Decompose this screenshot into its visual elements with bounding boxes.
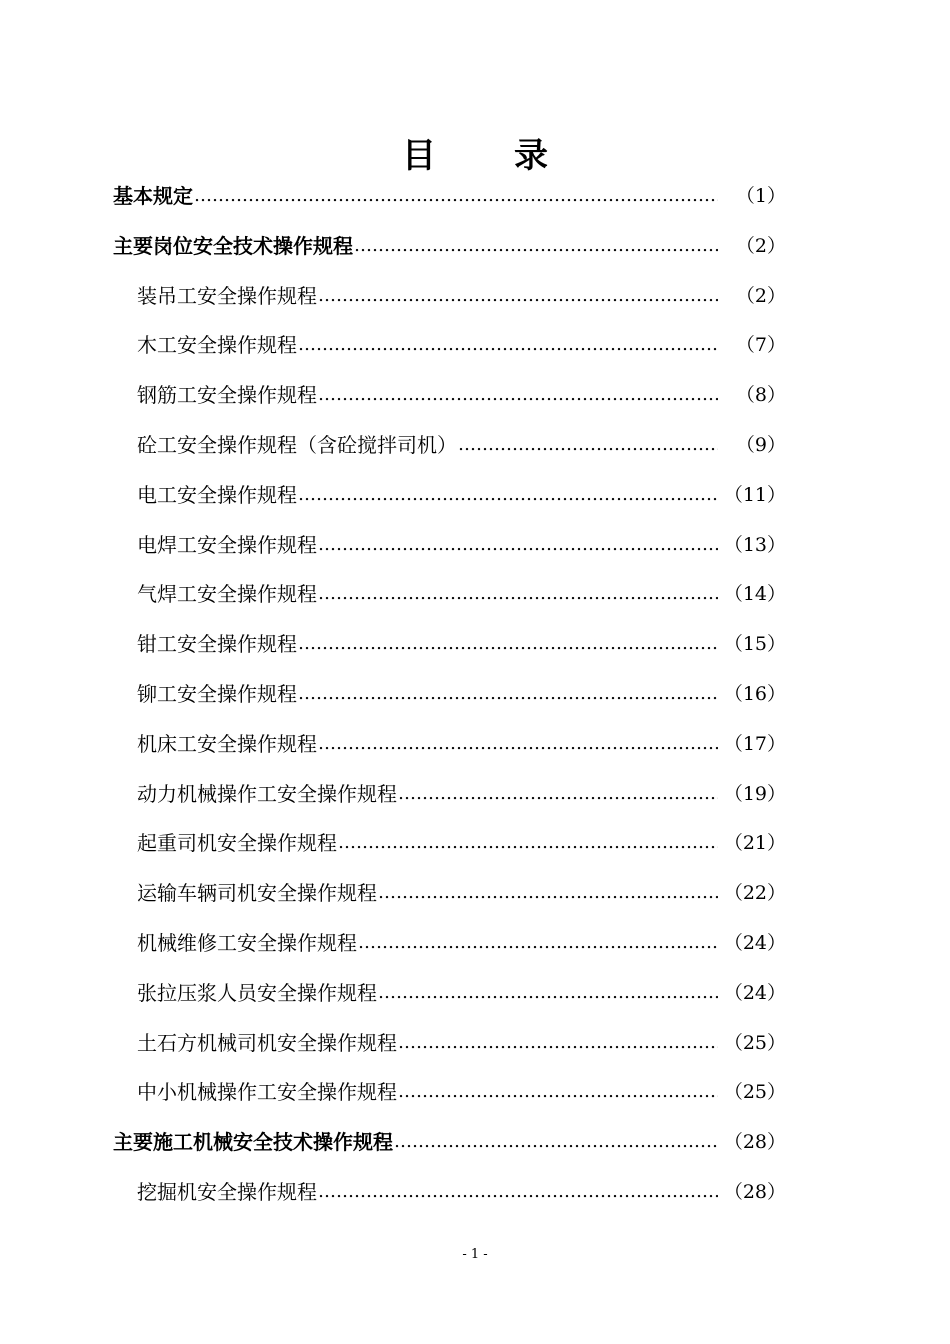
toc-entry-page: （2）	[735, 284, 786, 307]
toc-entry[interactable]	[0, 720, 950, 768]
toc-entry-page: （11）	[723, 483, 786, 506]
toc-entry[interactable]	[0, 371, 950, 419]
toc-entry-page: （7）	[735, 334, 786, 357]
toc-dot-leader	[378, 869, 718, 917]
toc-entry[interactable]	[0, 670, 950, 718]
toc-dot-leader	[394, 1118, 718, 1166]
toc-entry[interactable]	[0, 521, 950, 569]
toc-entry-page: （9）	[735, 434, 786, 456]
toc-entry-page: （13）	[723, 533, 786, 556]
toc-entry-label: 中小机械操作工安全操作规程	[137, 1080, 397, 1105]
toc-entry-page: （16）	[723, 683, 786, 705]
toc-dot-leader	[318, 272, 718, 320]
toc-dot-leader	[298, 321, 718, 369]
toc-dot-leader	[318, 720, 718, 768]
toc-dot-leader	[338, 819, 718, 867]
toc-entry[interactable]	[0, 272, 950, 320]
toc-entry[interactable]	[0, 172, 950, 220]
toc-entry-label: 电焊工安全操作规程	[137, 532, 317, 557]
toc-entry-page: （1）	[735, 185, 786, 207]
toc-dot-leader	[358, 919, 718, 967]
toc-entry-label: 钢筋工安全操作规程	[137, 383, 317, 408]
toc-entry[interactable]	[0, 919, 950, 967]
toc-dot-leader	[318, 1168, 718, 1216]
toc-dot-leader	[298, 471, 718, 519]
toc-entry-label: 起重司机安全操作规程	[137, 831, 337, 856]
toc-entry-label: 运输车辆司机安全操作规程	[137, 881, 377, 906]
toc-entry-label: 铆工安全操作规程	[137, 682, 297, 706]
toc-entry-label: 木工安全操作规程	[137, 333, 297, 358]
toc-dot-leader	[318, 521, 718, 569]
toc-entry-page: （28）	[723, 1131, 786, 1154]
toc-entry-label: 主要岗位安全技术操作规程	[113, 233, 353, 258]
toc-entry[interactable]	[0, 819, 950, 867]
toc-dot-leader	[194, 172, 718, 220]
toc-entry-label: 挖掘机安全操作规程	[137, 1180, 317, 1204]
toc-entry[interactable]	[0, 969, 950, 1017]
toc-entry-label: 基本规定	[113, 184, 193, 208]
toc-entry[interactable]	[0, 570, 950, 618]
page-number-footer: - 1 -	[462, 1247, 488, 1262]
toc-entry[interactable]	[0, 1118, 950, 1166]
toc-entry-page: （8）	[735, 384, 786, 407]
toc-entry-label: 张拉压浆人员安全操作规程	[137, 980, 377, 1005]
toc-entry[interactable]	[0, 222, 950, 270]
toc-dot-leader	[354, 222, 718, 270]
toc-entry-page: （21）	[723, 832, 786, 855]
toc-dot-leader	[298, 670, 718, 718]
toc-entry-page: （14）	[723, 583, 786, 606]
toc-entry[interactable]	[0, 321, 950, 369]
toc-entry-label: 气焊工安全操作规程	[137, 582, 317, 607]
toc-title-char-2: 录	[514, 136, 548, 176]
toc-entry[interactable]	[0, 471, 950, 519]
toc-entry[interactable]	[0, 421, 950, 469]
toc-dot-leader	[318, 371, 718, 419]
toc-entry[interactable]	[0, 1019, 950, 1067]
toc-entry-label: 装吊工安全操作规程	[137, 283, 317, 308]
toc-dot-leader	[298, 620, 718, 668]
toc-entry-label: 砼工安全操作规程（含砼搅拌司机）	[137, 433, 457, 457]
toc-dot-leader	[378, 969, 718, 1017]
toc-dot-leader	[398, 770, 718, 818]
toc-entry-label: 动力机械操作工安全操作规程	[137, 781, 397, 806]
toc-entry-page: （25）	[723, 1031, 786, 1054]
toc-entry-page: （19）	[723, 782, 786, 805]
toc-entry-label: 主要施工机械安全技术操作规程	[113, 1130, 393, 1155]
toc-entry-page: （2）	[735, 234, 786, 257]
toc-entry[interactable]	[0, 770, 950, 818]
toc-entry-page: （25）	[723, 1081, 786, 1104]
toc-entry[interactable]	[0, 620, 950, 668]
toc-entry-page: （24）	[723, 932, 786, 954]
toc-entry-page: （22）	[723, 882, 786, 905]
toc-entry-page: （28）	[723, 1181, 786, 1203]
toc-dot-leader	[398, 1068, 718, 1116]
toc-entry[interactable]	[0, 869, 950, 917]
toc-dot-leader	[458, 421, 718, 469]
toc-entry-page: （15）	[723, 633, 786, 656]
toc-entry-label: 机床工安全操作规程	[137, 731, 317, 756]
toc-title-char-1: 目	[402, 136, 436, 176]
toc-dot-leader	[398, 1019, 718, 1067]
toc-entry-label: 土石方机械司机安全操作规程	[137, 1030, 397, 1055]
toc-entry[interactable]	[0, 1068, 950, 1116]
toc-entry[interactable]	[0, 1168, 950, 1216]
toc-entry-page: （17）	[723, 732, 786, 755]
toc-entry-label: 钳工安全操作规程	[137, 632, 297, 657]
toc-entry-label: 电工安全操作规程	[137, 482, 297, 507]
toc-dot-leader	[318, 570, 718, 618]
toc-entry-label: 机械维修工安全操作规程	[137, 931, 357, 955]
toc-title	[0, 128, 950, 177]
toc-entry-page: （24）	[723, 981, 786, 1004]
